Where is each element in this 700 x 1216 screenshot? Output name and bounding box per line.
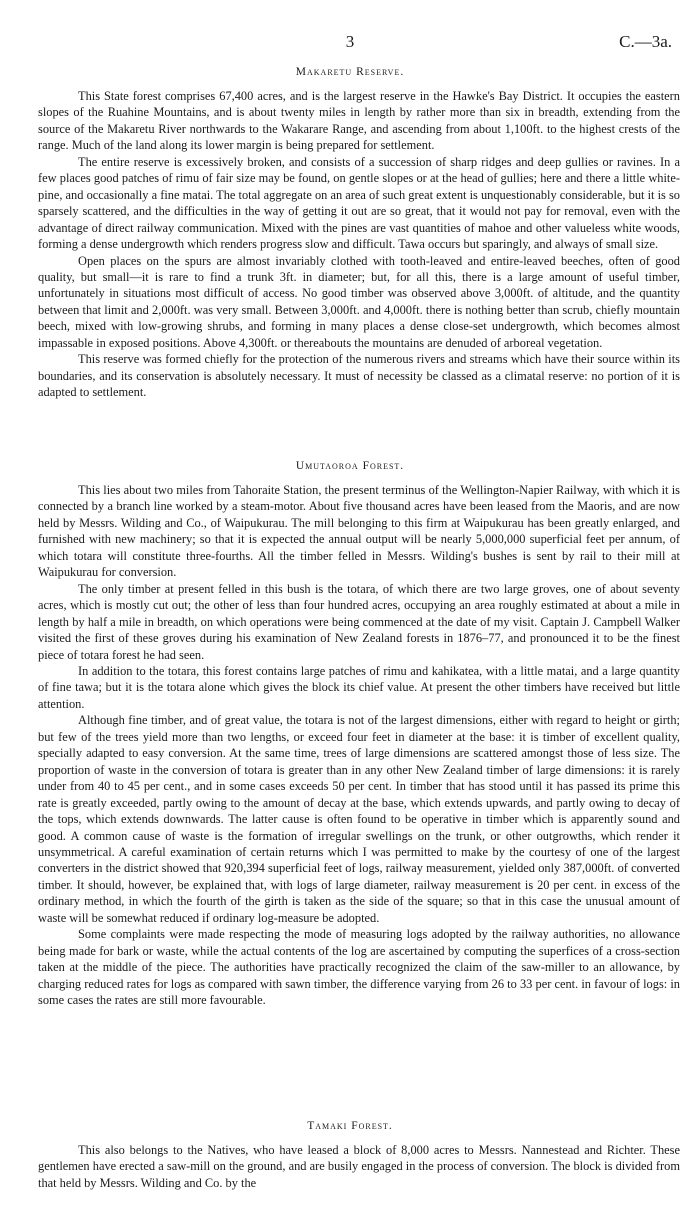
paragraph: This also belongs to the Natives, who have leased a block of 8,000 acres to Messrs. Nannestead and Richter. These gentlemen have erected a saw-mill on the ground, and are busily engaged in the process of conversion. The block is divided from that held by Messrs. Wilding and Co. by the bbox=[38, 1143, 680, 1190]
section-heading-makaretu: Makaretu Reserve. bbox=[295, 66, 405, 78]
document-reference: C.—3a. bbox=[619, 32, 672, 51]
paragraph: Some complaints were made respecting the mode of measuring logs adopted by the railway authorities, no allowance being made for bark or waste, while the actual contents of the log are ascertained by computing the superfices of a cross-section taken at the middle of the piece. The authorities have practically recognized the claim of the saw-miller to an allowance, by charging reduced rates for logs as compared with sawn timber, the difference varying from 26 to 33 per cent. in favour of logs: in some cases the rates are still more favourable. bbox=[38, 927, 680, 1008]
section-body-makaretu bbox=[38, 88, 680, 401]
paragraph: Although fine timber, and of great value, the totara is not of the largest dimensions, either with regard to height or girth; but few of the trees yield more than two lengths, or exceed four feet in diameter at the base: it is timber of excellent quality, specially adapted to easy conversion. At the same time, trees of large dimensions are scattered amongst those of less size. The proportion of waste in the conversion of totara is greater than in any other New Zealand timber of large dimensions: it is rarely under from 40 to 45 per cent., and in some cases exceeds 50 per cent. In timber that has stood until it has passed its prime this rate is greatly exceeded, partly owing to the amount of decay at the base, which extends upwards, and partly owing to decay of the tops, which extends downwards. The latter cause is often found to be operative in timber which is apparently sound and good. A common cause of waste is the formation of irregular swellings on the trunk, or other outgrowths, which render it unsymmetrical. A careful examination of certain returns which I was permitted to make by the courtesy of one of the largest converters in the district showed that 920,394 superficial feet of logs, railway measurement, yielded only 387,000ft. of converted timber. It should, however, be explained that, with logs of large diameter, railway measurement is 20 per cent. in excess of the ordinary method, in which the fourth of the girth is taken as the side of the square; so that in this case the unusual amount of waste will be somewhat reduced if ordinary log-measure be adopted. bbox=[38, 713, 680, 925]
section-body-umutaoroa bbox=[38, 482, 680, 1009]
section-body-tamaki bbox=[38, 1142, 680, 1191]
paragraph: This reserve was formed chiefly for the protection of the numerous rivers and streams which have their source within its boundaries, and its conservation is absolutely necessary. It must of necessity be classed as a climatal reserve: no portion of it is adapted to settlement. bbox=[38, 352, 680, 400]
page-number: 3 bbox=[345, 32, 355, 51]
paragraph: In addition to the totara, this forest contains large patches of rimu and kahikatea, with a little matai, and a large quantity of fine tawa; but it is the totara alone which gives the block its chief value. At present the other timbers have received but little attention. bbox=[38, 663, 680, 711]
paragraph: This State forest comprises 67,400 acres, and is the largest reserve in the Hawke's Bay District. It occupies the eastern slopes of the Ruahine Mountains, and is about twenty miles in length by rather more than six in breadth, extending from the source of the Makaretu River northwards to the Wakarare Range, and ascending from about 1,100ft. to the highest crests of the range. Much of the land along its lower margin is being prepared for settlement. bbox=[38, 89, 680, 153]
paragraph: The only timber at present felled in this bush is the totara, of which there are two large groves, one of about seventy acres, which is mostly cut out; the other of less than four hundred acres, occupying an area roughly estimated at about a mile in length by half a mile in breadth, on which operations were being commenced at the date of my visit. Captain J. Campbell Walker visited the first of these groves during his examination of New Zealand forests in 1876–77, and pronounced it to be the finest piece of totara forest he had seen. bbox=[38, 581, 680, 662]
paragraph: The entire reserve is excessively broken, and consists of a succession of sharp ridges and deep gullies or ravines. In a few places good patches of rimu of fair size may be found, on gentle slopes or at the head of gullies; here and there a little white-pine, and occasionally a fine matai. The total aggregate on an area of such great extent is unquestionably considerable, but it is so sparsely scattered, and the difficulties in the way of getting it out are so great, that it would not pay for removal, even with the advantage of direct railway communication. Mixed with the pines are vast quantities of mahoe and other valueless white woods, forming a dense undergrowth which renders progress slow and difficult. Tawa occurs but sparingly, and always of small size. bbox=[38, 154, 680, 252]
paragraph: Open places on the spurs are almost invariably clothed with tooth-leaved and entire-leaved beeches, often of good quality, but small—it is rare to find a trunk 3ft. in diameter; but, for all this, there is a large amount of useful timber, unfortunately in situations most difficult of access. No good timber was observed above 3,000ft. of altitude, and the quantity between that limit and 2,000ft. was very small. Between 3,000ft. and 4,000ft. there is nothing better than scrub, chiefly mountain beech, mixed with low-growing shrubs, and forming in many places a dense close-set undergrowth, which becomes almost impassable in exposed positions. Above 4,300ft. or thereabouts the mountains are denuded of arboreal vegetation. bbox=[38, 253, 680, 350]
section-heading-tamaki: Tamaki Forest. bbox=[307, 1120, 393, 1132]
paragraph: This lies about two miles from Tahoraite Station, the present terminus of the Wellington-Napier Railway, with which it is connected by a branch line worked by a steam-motor. About five thousand acres have been leased from the Maoris, and are now held by Messrs. Wilding and Co., of Waipukurau. The mill belonging to this firm at Waipukurau has been greatly enlarged, and furnished with new machinery; so that it is expected the annual output will be nearly 5,000,000 superficial feet per annum, of which totara will constitute three-fourths. All the timber felled in Messrs. Wilding's bushes is sent by rail to their mill at Waipukurau for conversion. bbox=[38, 483, 680, 580]
section-heading-umutaoroa: Umutaoroa Forest. bbox=[295, 460, 405, 472]
